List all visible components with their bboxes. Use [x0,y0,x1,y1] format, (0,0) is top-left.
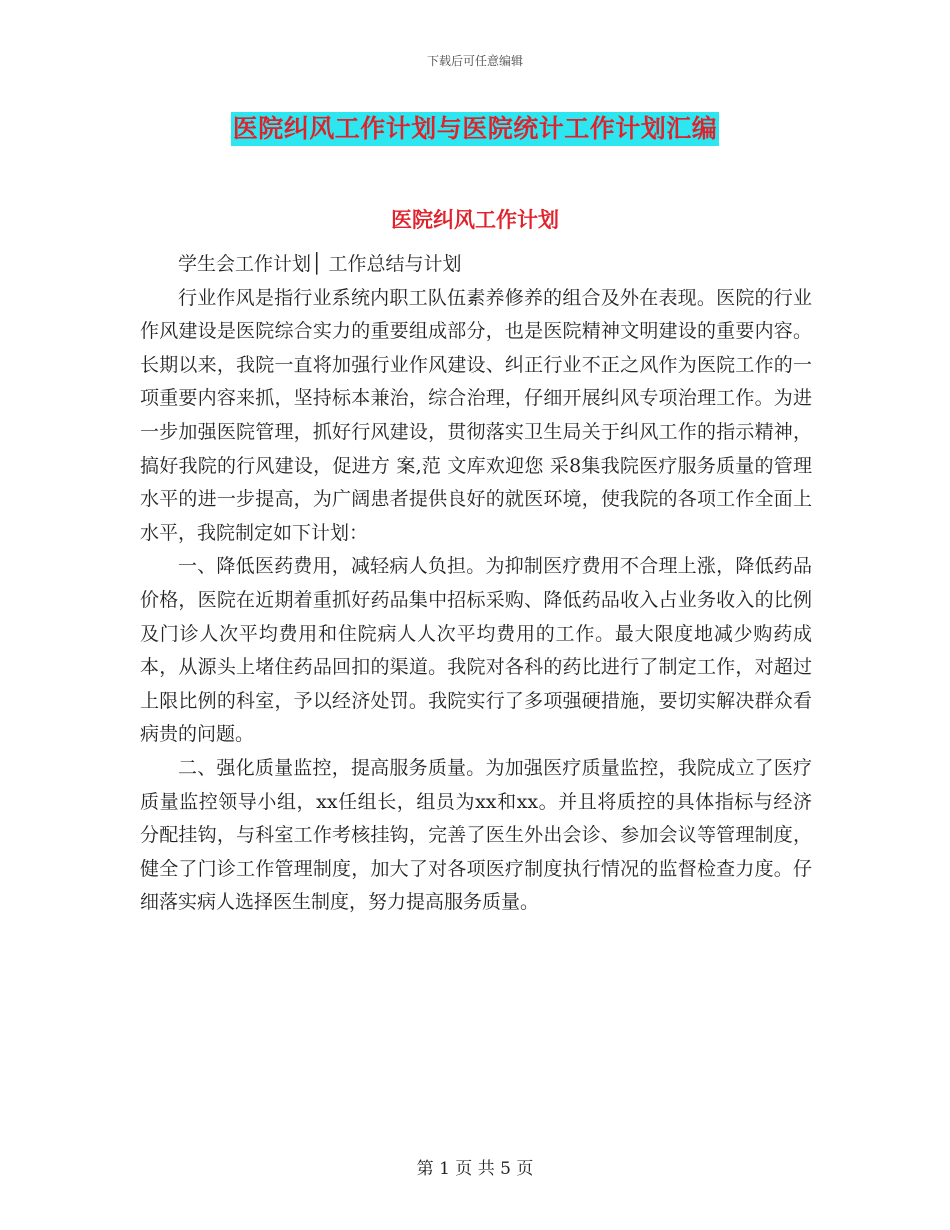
paragraph: 学生会工作计划│ 工作总结与计划 [178,253,462,275]
header-note: 下载后可任意编辑 [426,54,523,68]
page-number-footer: 第 1 页 共 5 页 [416,1159,534,1179]
paragraph: 一、降低医药费用，减轻病人负担。为抑制医疗费用不合理上涨，降低药品价格，医院在近期着重抓好药品集中招标采购、降低药品收入占业务收入的比例及门诊人次平均费用和住院病人人次平均费用的工作。最大限度地减少购药成本，从源头上堵住药品回扣的渠道。我院对各科的药比进行了制定工作，对超过上限比例的科室，予以经济处罚。我院实行了多项强硬措施，要切实解决群众看病贵的问题。 [140,555,812,746]
document-body [140,248,812,920]
paragraph: 行业作风是指行业系统内职工队伍素养修养的组合及外在表现。医院的行业作风建设是医院综合实力的重要组成部分，也是医院精神文明建设的重要内容。长期以来，我院一直将加强行业作风建设、纠正行业不正之风作为医院工作的一项重要内容来抓，坚持标本兼治，综合治理，仔细开展纠风专项治理工作。为进一步加强医院管理，抓好行风建设，贯彻落实卫生局关于纠风工作的指示精神，搞好我院的行风建设，促进方 案,范 文库欢迎您 采8集我院医疗服务质量的管理水平的进一步提高，为广阔患者提供良好的就医环境，使我院的各项工作全面上水平，我院制定如下计划： [140,286,812,544]
section-title: 医院纠风工作计划 [391,208,559,232]
paragraph: 二、强化质量监控，提高服务质量。为加强医疗质量监控，我院成立了医疗质量监控领导小组，xx任组长，组员为xx和xx。并且将质控的具体指标与经济分配挂钩，与科室工作考核挂钩，完善了医生外出会诊、参加会议等管理制度，健全了门诊工作管理制度，加大了对各项医疗制度执行情况的监督检查力度。仔细落实病人选择医生制度，努力提高服务质量。 [140,756,812,914]
main-title-container [0,112,950,146]
document-title: 医院纠风工作计划与医院统计工作计划汇编 [231,112,720,146]
